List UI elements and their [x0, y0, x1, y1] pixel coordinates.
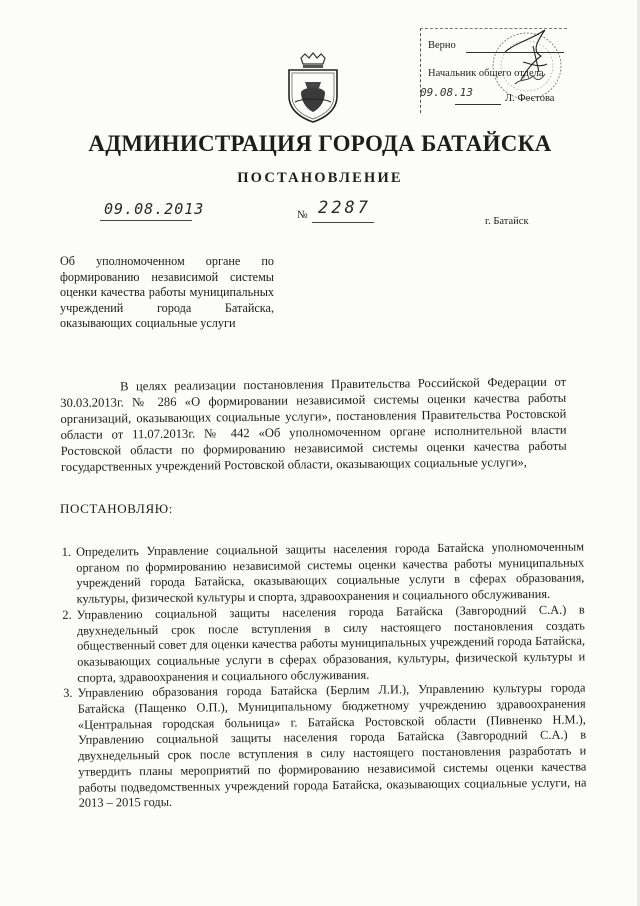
- round-seal-and-signature-icon: [475, 22, 565, 102]
- stamp-date: 09.08.13: [420, 86, 473, 99]
- resolve-heading: ПОСТАНОВЛЯЮ:: [60, 501, 173, 516]
- page-title: АДМИНИСТРАЦИЯ ГОРОДА БАТАЙСКА: [88, 131, 552, 156]
- document-date: 09.08.2013: [104, 200, 205, 218]
- document-number: 2287: [318, 198, 371, 218]
- resolution-item: 3. Управлению образования города Батайска (Берлим Л.И.), Управлению культуры города Батайска (Пащенко О.П.), Муниципальному бюджетному учреждению здравоохранения «Центральная городская больница» г. Батайска Ростовской области (Пивненко Н.М.), Управлению социальной защиты населения города Батайска (Завгородний С.А.) в двухнедельный срок после вступления в силу настоящего постановления разработать и утвердить планы мероприятий по формированию независимой системы оценки качества работы подведомственных учреждений города Батайска, оказывающих социальные услуги, на 2013 – 2015 годы.: [75, 681, 586, 812]
- stamp-verno-label: Верно: [428, 40, 456, 51]
- resolution-item: 1. Определить Управление социальной защиты населения города Батайска уполномоченным органом по формированию независимой системы оценки качества работы муниципальных учреждений города Батайска, оказывающих социальные услуги в сферах образования, культуры, физической культуры и спорта, здравоохранения и социального обслуживания.: [74, 539, 585, 607]
- stamp-signer-name: Л. Фестова: [505, 93, 555, 104]
- city-coat-of-arms-icon: [283, 52, 343, 124]
- resolution-item: 2. Управлению социальной защиты населения города Батайска (Завгородний С.А.) в двухнедельный срок после вступления в силу настоящего постановления создать общественный совет для оценки качества работы муниципальных учреждений города Батайска, оказывающих социальные услуги в сферах образования, культуры, физической культуры и спорта, здравоохранения и социального обслуживания.: [75, 602, 586, 686]
- preamble-paragraph: В целях реализации постановления Правительства Российской Федерации от 30.03.2013г. № 286 «О формировании независимой системы оценки качества работы организаций, оказывающих социальные услуги», постановления Правительства Ростовской области от 11.07.2013г. № 442 «Об уполномоченном органе исполнительной власти Ростовской области по формированию независимой системы оценки качества работы государственных учреждений Ростовской области, оказывающих социальные услуги»,: [60, 374, 567, 474]
- document-number-label: №: [297, 209, 308, 221]
- document-type: ПОСТАНОВЛЕНИЕ: [237, 170, 403, 186]
- date-underline: [100, 220, 192, 221]
- document-subject: Об уполномоченном органе по формированию независимой системы оценки качества работы муниципальных учреждений города Батайска, оказывающих социальные услуги: [60, 254, 274, 330]
- resolution-items: [56, 539, 587, 811]
- number-underline: [312, 222, 374, 223]
- stamp-rule: [455, 104, 501, 105]
- document-city: г. Батайск: [485, 216, 529, 227]
- stamp-head-label: Начальник общего отдела: [428, 68, 544, 79]
